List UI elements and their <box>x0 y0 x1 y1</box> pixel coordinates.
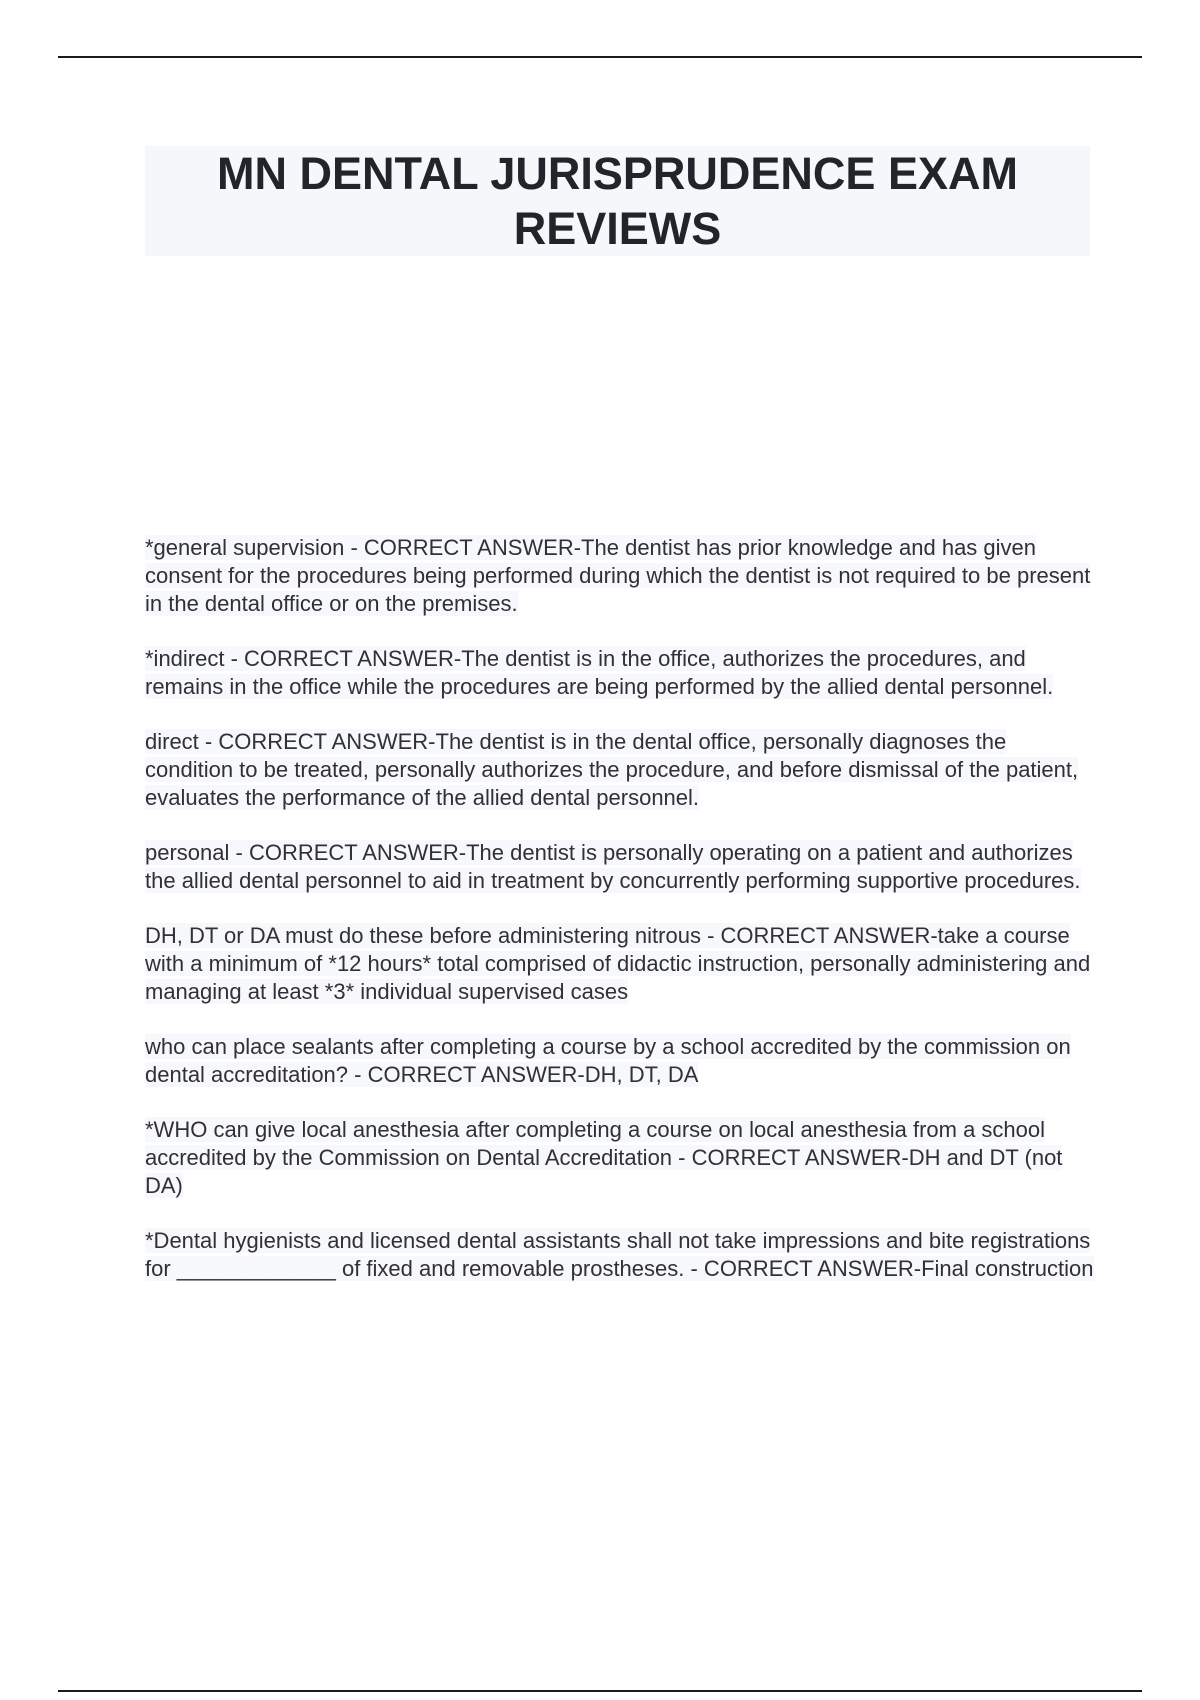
flashcard-entry <box>145 922 1095 1006</box>
flashcard-text: DH, DT or DA must do these before administering nitrous - CORRECT ANSWER-take a course with a minimum of *12 hours* total comprised of didactic instruction, personally administering and managing at least *3* individual supervised cases <box>145 923 1091 1004</box>
flashcard-entry <box>145 534 1095 618</box>
flashcard-text: direct - CORRECT ANSWER-The dentist is in the dental office, personally diagnoses the condition to be treated, personally authorizes the procedure, and before dismissal of the patient, evaluates the performance of the allied dental personnel. <box>145 729 1079 810</box>
flashcard-entry <box>145 728 1095 812</box>
flashcard-text: personal - CORRECT ANSWER-The dentist is personally operating on a patient and authorizes the allied dental personnel to aid in treatment by concurrently performing supportive procedures. <box>145 840 1081 893</box>
top-rule <box>58 56 1142 58</box>
document-title: MN DENTAL JURISPRUDENCE EXAM REVIEWS <box>217 148 1018 254</box>
flashcard-entry <box>145 839 1095 895</box>
flashcard-text: who can place sealants after completing a course by a school accredited by the commission on dental accreditation? - CORRECT ANSWER-DH, DT, DA <box>145 1034 1071 1087</box>
flashcard-entry <box>145 645 1095 701</box>
flashcard-text: *Dental hygienists and licensed dental assistants shall not take impressions and bite registrations for _____________ of fixed and removable prostheses. - CORRECT ANSWER-Final construction <box>145 1228 1094 1281</box>
flashcard-list <box>145 534 1095 1310</box>
flashcard-text: *general supervision - CORRECT ANSWER-The dentist has prior knowledge and has given consent for the procedures being performed during which the dentist is not required to be present in the dental office or on the premises. <box>145 535 1091 616</box>
flashcard-text: *WHO can give local anesthesia after completing a course on local anesthesia from a school accredited by the Commission on Dental Accreditation - CORRECT ANSWER-DH and DT (not DA) <box>145 1117 1063 1198</box>
flashcard-entry <box>145 1227 1095 1283</box>
flashcard-entry <box>145 1116 1095 1200</box>
flashcard-text: *indirect - CORRECT ANSWER-The dentist is in the office, authorizes the procedures, and remains in the office while the procedures are being performed by the allied dental personnel. <box>145 646 1054 699</box>
title-banner <box>145 146 1090 256</box>
flashcard-entry <box>145 1033 1095 1089</box>
bottom-rule <box>58 1690 1142 1692</box>
